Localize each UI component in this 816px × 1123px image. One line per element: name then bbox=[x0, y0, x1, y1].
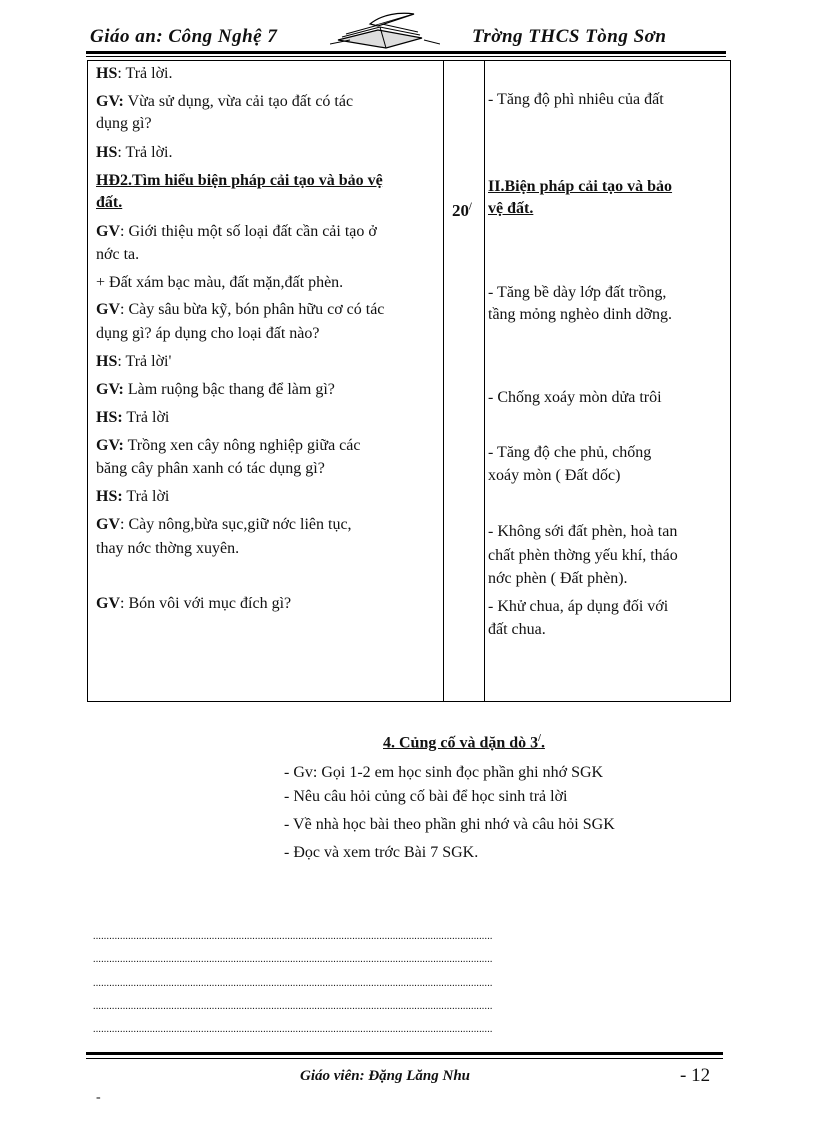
section-title: 4. Củng cố và dặn dò 3/. bbox=[383, 733, 545, 752]
content-line: - Tăng độ phì nhiêu của đất bbox=[488, 91, 664, 108]
header-subject: Giáo an: Công Nghệ 7 bbox=[90, 26, 278, 47]
activity-line: thay nớc thờng xuyên. bbox=[96, 540, 240, 557]
footer-mark: - bbox=[96, 1090, 101, 1105]
activity-line: + Đất xám bạc màu, đất mặn,đất phèn. bbox=[96, 274, 344, 291]
page-header bbox=[86, 10, 726, 52]
column-divider bbox=[443, 61, 444, 701]
content-line: chất phèn thờng yếu khí, tháo bbox=[488, 547, 678, 564]
section-item: - Gv: Gọi 1-2 em học sinh đọc phần ghi nhớ SGK bbox=[284, 764, 604, 781]
activity-line: HS: Trả lời. bbox=[96, 65, 173, 82]
content-line: - Tăng bề dày lớp đất trồng, bbox=[488, 284, 667, 301]
activity-line: băng cây phân xanh có tác dụng gì? bbox=[96, 460, 325, 477]
activity-heading: đất. bbox=[96, 194, 123, 211]
content-line: nớc phèn ( Đất phèn). bbox=[488, 570, 628, 587]
activity-line: dụng gì? bbox=[96, 115, 152, 132]
content-line: xoáy mòn ( Đất dốc) bbox=[488, 467, 621, 484]
activity-line: GV: Cày nông,bừa sục,giữ nớc liên tục, bbox=[96, 516, 352, 533]
activity-line: GV: Bón vôi với mục đích gì? bbox=[96, 595, 292, 612]
activity-line: GV: Cày sâu bừa kỹ, bón phân hữu cơ có tác bbox=[96, 301, 385, 318]
header-rule-thin bbox=[86, 56, 726, 57]
activity-line: nớc ta. bbox=[96, 246, 140, 263]
time-value: 20/ bbox=[452, 201, 472, 220]
activity-line: HS: Trả lời bbox=[96, 409, 170, 426]
activity-line: dụng gì? áp dụng cho loại đất nào? bbox=[96, 325, 320, 342]
dotted-line: .................................................................................................................................................... bbox=[93, 1001, 493, 1012]
dotted-line: .................................................................................................................................................... bbox=[93, 954, 493, 965]
footer-rule-thin bbox=[86, 1058, 723, 1059]
activity-line: HS: Trả lời. bbox=[96, 144, 173, 161]
column-divider bbox=[484, 61, 485, 701]
content-line: - Chống xoáy mòn dửa trôi bbox=[488, 389, 662, 406]
lesson-table bbox=[87, 60, 731, 702]
footer-teacher: Giáo viên: Đặng Lăng Nhu bbox=[300, 1068, 471, 1084]
content-line: - Tăng độ che phủ, chống bbox=[488, 444, 652, 461]
content-heading: vệ đất. bbox=[488, 200, 534, 217]
book-quill-icon bbox=[330, 10, 440, 50]
header-school: Trờng THCS Tòng Sơn bbox=[472, 26, 667, 47]
section-item: - Nêu câu hỏi củng cố bài để học sinh trả lời bbox=[284, 788, 568, 805]
dotted-line: .................................................................................................................................................... bbox=[93, 1024, 493, 1035]
content-line: - Khử chua, áp dụng đối với bbox=[488, 598, 669, 615]
activity-heading: HĐ2.Tìm hiểu biện pháp cải tạo và bảo vệ bbox=[96, 172, 383, 189]
section-item: - Đọc và xem trớc Bài 7 SGK. bbox=[284, 844, 479, 861]
activity-line: GV: Trồng xen cây nông nghiệp giữa các bbox=[96, 437, 361, 454]
footer-rule-thick bbox=[86, 1052, 723, 1055]
dotted-line: .................................................................................................................................................... bbox=[93, 931, 493, 942]
content-line: - Không sới đất phèn, hoà tan bbox=[488, 523, 678, 540]
dotted-line: .................................................................................................................................................... bbox=[93, 978, 493, 989]
activity-line: GV: Vừa sử dụng, vừa cải tạo đất có tác bbox=[96, 93, 354, 110]
header-rule-thick bbox=[86, 51, 726, 54]
content-line: đất chua. bbox=[488, 621, 546, 638]
page-number: - 12 bbox=[680, 1065, 711, 1086]
activity-line: HS: Trả lời' bbox=[96, 353, 172, 370]
activity-line: HS: Trả lời bbox=[96, 488, 170, 505]
content-line: tầng mỏng nghèo dinh dỡng. bbox=[488, 306, 672, 323]
section-item: - Về nhà học bài theo phần ghi nhớ và câu hỏi SGK bbox=[284, 816, 615, 833]
activity-line: GV: Làm ruộng bậc thang để làm gì? bbox=[96, 381, 335, 398]
activity-line: GV: Giới thiệu một số loại đất cần cải tạo ở bbox=[96, 223, 377, 240]
content-heading: II.Biện pháp cải tạo và bảo bbox=[488, 178, 673, 195]
